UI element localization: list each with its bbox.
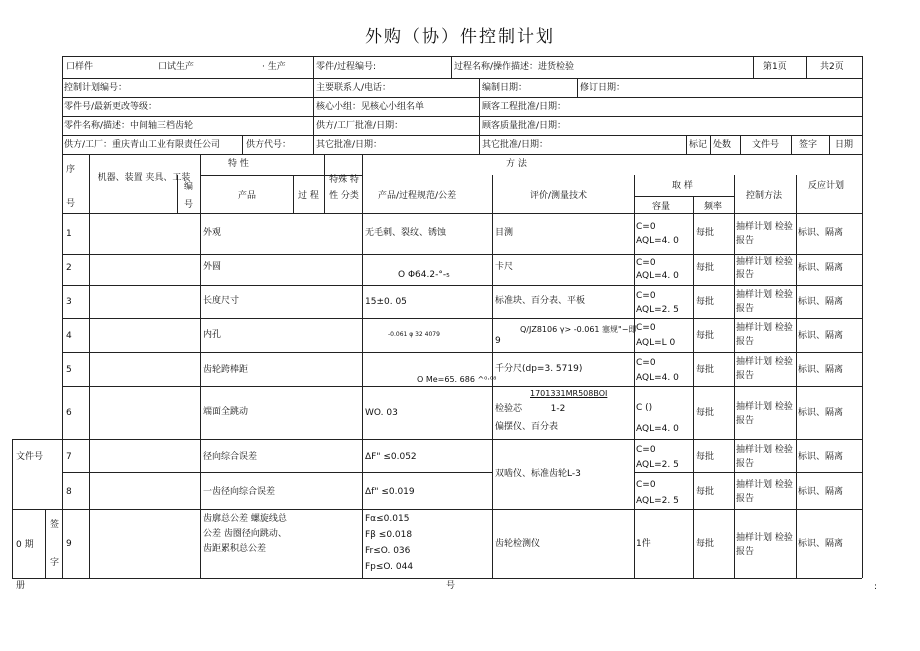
row-spec-line: Fα≤0.015 [365,514,410,524]
row-measure-top: Q/JZ8106 γ> -0.061 塞规"−即 [520,325,637,334]
row-control: 抽样计划 检验报告 [736,357,793,381]
supplier-plant-approval-label: 供方/工厂批准/日期： [316,121,404,131]
row-no: 5 [66,365,72,375]
col-control-method: 控制方法 [746,191,783,201]
row-freq: 每批 [696,365,715,375]
row-product: 一齿径向综合误差 [203,487,276,497]
core-team-label: 核心小组：见核心小组名单 [316,102,425,112]
row-no: 6 [66,408,72,418]
col-spec: 产品/过程规范/公差 [378,191,457,201]
row-freq: 每批 [696,452,715,462]
footer-right: : [874,582,878,592]
col-special-class: 特殊 特性 分类 [329,175,359,201]
row-reaction: 标识、隔离 [798,539,844,549]
row-control: 抽样计划 检验报告 [736,290,793,314]
row-spec: -0.061 φ 32 4079 [388,331,440,338]
col-char-no-top: 编 [184,182,194,192]
row-freq: 每批 [696,297,715,307]
row-capacity: C=0 AQL=4. 0 [636,222,679,246]
row-reaction: 标识、隔离 [798,228,844,238]
date-label: 日期 [835,140,854,150]
row-product: 外圆 [203,262,222,272]
row-no: 9 [66,539,72,549]
col-char-no-bottom: 号 [184,200,194,210]
revision-date-label: 修订日期： [580,83,626,93]
row-reaction: 标识、隔离 [798,263,844,273]
page-current: 第1页 [763,62,787,72]
row-reaction: 标识、隔离 [798,452,844,462]
count-label: 处数 [713,140,732,150]
row-control: 抽样计划 检验报告 [736,323,793,347]
row-no: 4 [66,331,72,341]
row-capacity: C=0 AQL=2. 5 [636,291,679,315]
row-freq: 每批 [696,331,715,341]
main-contact-label: 主要联系人/电话： [316,83,392,93]
row-spec: 无毛刺、裂纹、锈蚀 [365,228,447,238]
col-reaction-plan: 反应计划 [808,181,845,191]
document-title: 外购（协）件控制计划 [365,27,555,47]
customer-eng-approval-label: 顾客工程批准/日期： [482,102,567,112]
row-measure-mid: 检验芯 1-2 [495,404,566,414]
customer-quality-approval-label: 顾客质量批准/日期： [482,121,567,131]
trial-production-checkbox: 口试生产 [158,62,195,72]
row-spec: ΔF" ≤0.052 [365,452,417,462]
sample-piece-checkbox: 口样件 [66,62,94,72]
col-method: 方 法 [506,159,527,169]
row-spec: WO. 03 [365,408,398,418]
row-control: 抽样计划 检验报告 [736,402,793,426]
side-sign-bottom: 字 [50,558,60,568]
row-reaction: 标识、隔离 [798,331,844,341]
row-freq: 每批 [696,487,715,497]
compile-date-label: 编制日期： [482,83,528,93]
row-spec-line: Fp≤O. 044 [365,562,414,572]
col-process: 过 程 [298,191,319,201]
page-total: 共2页 [820,62,844,72]
col-frequency: 频率 [704,202,723,212]
col-capacity: 容量 [652,202,671,212]
row-capacity: C () AQL=4. 0 [636,403,679,434]
row-freq: 每批 [696,228,715,238]
row-no: 1 [66,229,72,239]
signature-label: 签字 [799,140,818,150]
col-characteristics: 特 性 [228,159,249,169]
row-measure: 标准块、百分表、平板 [495,296,586,306]
row-measure-bottom: 偏摆仪、百分表 [495,422,559,432]
mark-label: 标记 [689,140,708,150]
row-product: 齿廓总公差 螺旋线总公差 齿圈径向跳动、 齿距累积总公差 [203,514,287,554]
row-freq: 每批 [696,539,715,549]
row-freq: 每批 [696,263,715,273]
row-freq: 每批 [696,408,715,418]
row-control: 抽样计划 检验报告 [736,222,793,246]
supplier-label: 供方/工厂：重庆青山工业有限责任公司 [64,140,221,150]
col-measure: 评价/测量技术 [530,191,588,201]
side-file-no: 文件号 [16,452,44,462]
row-capacity: C=0 AQL=L 0 [636,323,676,348]
footer-mid: 号 [446,581,456,591]
side-sign-top: 签 [50,520,60,530]
row-spec: Δf" ≤0.019 [365,487,415,497]
side-period: 0 期 [16,540,34,550]
row-reaction: 标识、隔离 [798,487,844,497]
row-control: 抽样计划 检验报告 [736,257,793,280]
row-reaction: 标识、隔离 [798,408,844,418]
row-capacity: 1件 [636,539,651,549]
row-spec-line: Fr≤O. 036 [365,546,411,556]
row-measure: 齿轮检测仪 [495,539,541,549]
col-machine: 机器、装置 夹具、工装 [97,173,191,183]
row-spec-line: Fβ ≤0.018 [365,530,413,540]
row-product: 齿轮跨棒距 [203,365,249,375]
row-reaction: 标识、隔离 [798,297,844,307]
row-7-8-measure: 双啮仪、标准齿轮L-3 [495,469,581,479]
row-control: 抽样计划 检验报告 [736,445,793,469]
part-name-label: 零件名称/描述：中间轴三档齿轮 [64,121,194,131]
row-product: 外观 [203,228,222,238]
row-control: 抽样计划 检验报告 [736,533,793,557]
row-product: 长度尺寸 [203,296,240,306]
other-approval-1-label: 其它批准/日期： [316,140,383,150]
row-product: 端面全跳动 [203,407,249,417]
row-spec: O Me=65. 686 ^⁰·⁰⁸ [417,375,497,384]
control-plan-no-label: 控制计划编号： [64,83,128,93]
row-measure: 千分尺(dp=3. 5719) [495,364,583,374]
process-name-desc: 过程名称/操作描述：进货检验 [454,62,575,72]
part-process-no-label: 零件/过程编号: [316,62,377,72]
col-seq-top: 序 [66,165,76,175]
row-measure: 目测 [495,228,514,238]
part-no-latest-label: 零件号/最新更改等级： [64,102,158,112]
production-checkbox: · 生产 [262,62,286,72]
row-no: 2 [66,263,72,273]
row-control: 抽样计划 检验报告 [736,480,793,504]
col-sample: 取 样 [672,181,693,191]
supplier-code-label: 供方代号： [246,140,292,150]
row-capacity: C=0 AQL=2. 5 [636,480,679,506]
row-no: 7 [66,452,72,462]
row-spec: 15±0. 05 [365,297,407,307]
row-no: 3 [66,297,72,307]
col-seq-bottom: 号 [66,199,76,209]
row-product: 内孔 [203,330,222,340]
row-measure: 卡尺 [495,262,514,272]
row-reaction: 标识、隔离 [798,365,844,375]
row-measure-bottom: 9 [495,336,501,346]
row-spec: O Φ64.2-°-₅ [398,270,450,280]
footer-left: 册 [16,581,26,591]
row-capacity: C=0 AQL=4. 0 [636,258,679,281]
other-approval-2-label: 其它批准/日期： [482,140,549,150]
col-product: 产品 [238,191,257,201]
file-no-label: 文件号 [752,140,780,150]
row-measure-top: 1701331MR508BOI [530,389,608,398]
row-capacity: C=0 AQL=4. 0 [636,358,679,383]
row-no: 8 [66,487,72,497]
row-capacity: C=0 AQL=2. 5 [636,445,679,470]
row-product: 径向综合误差 [203,452,258,462]
